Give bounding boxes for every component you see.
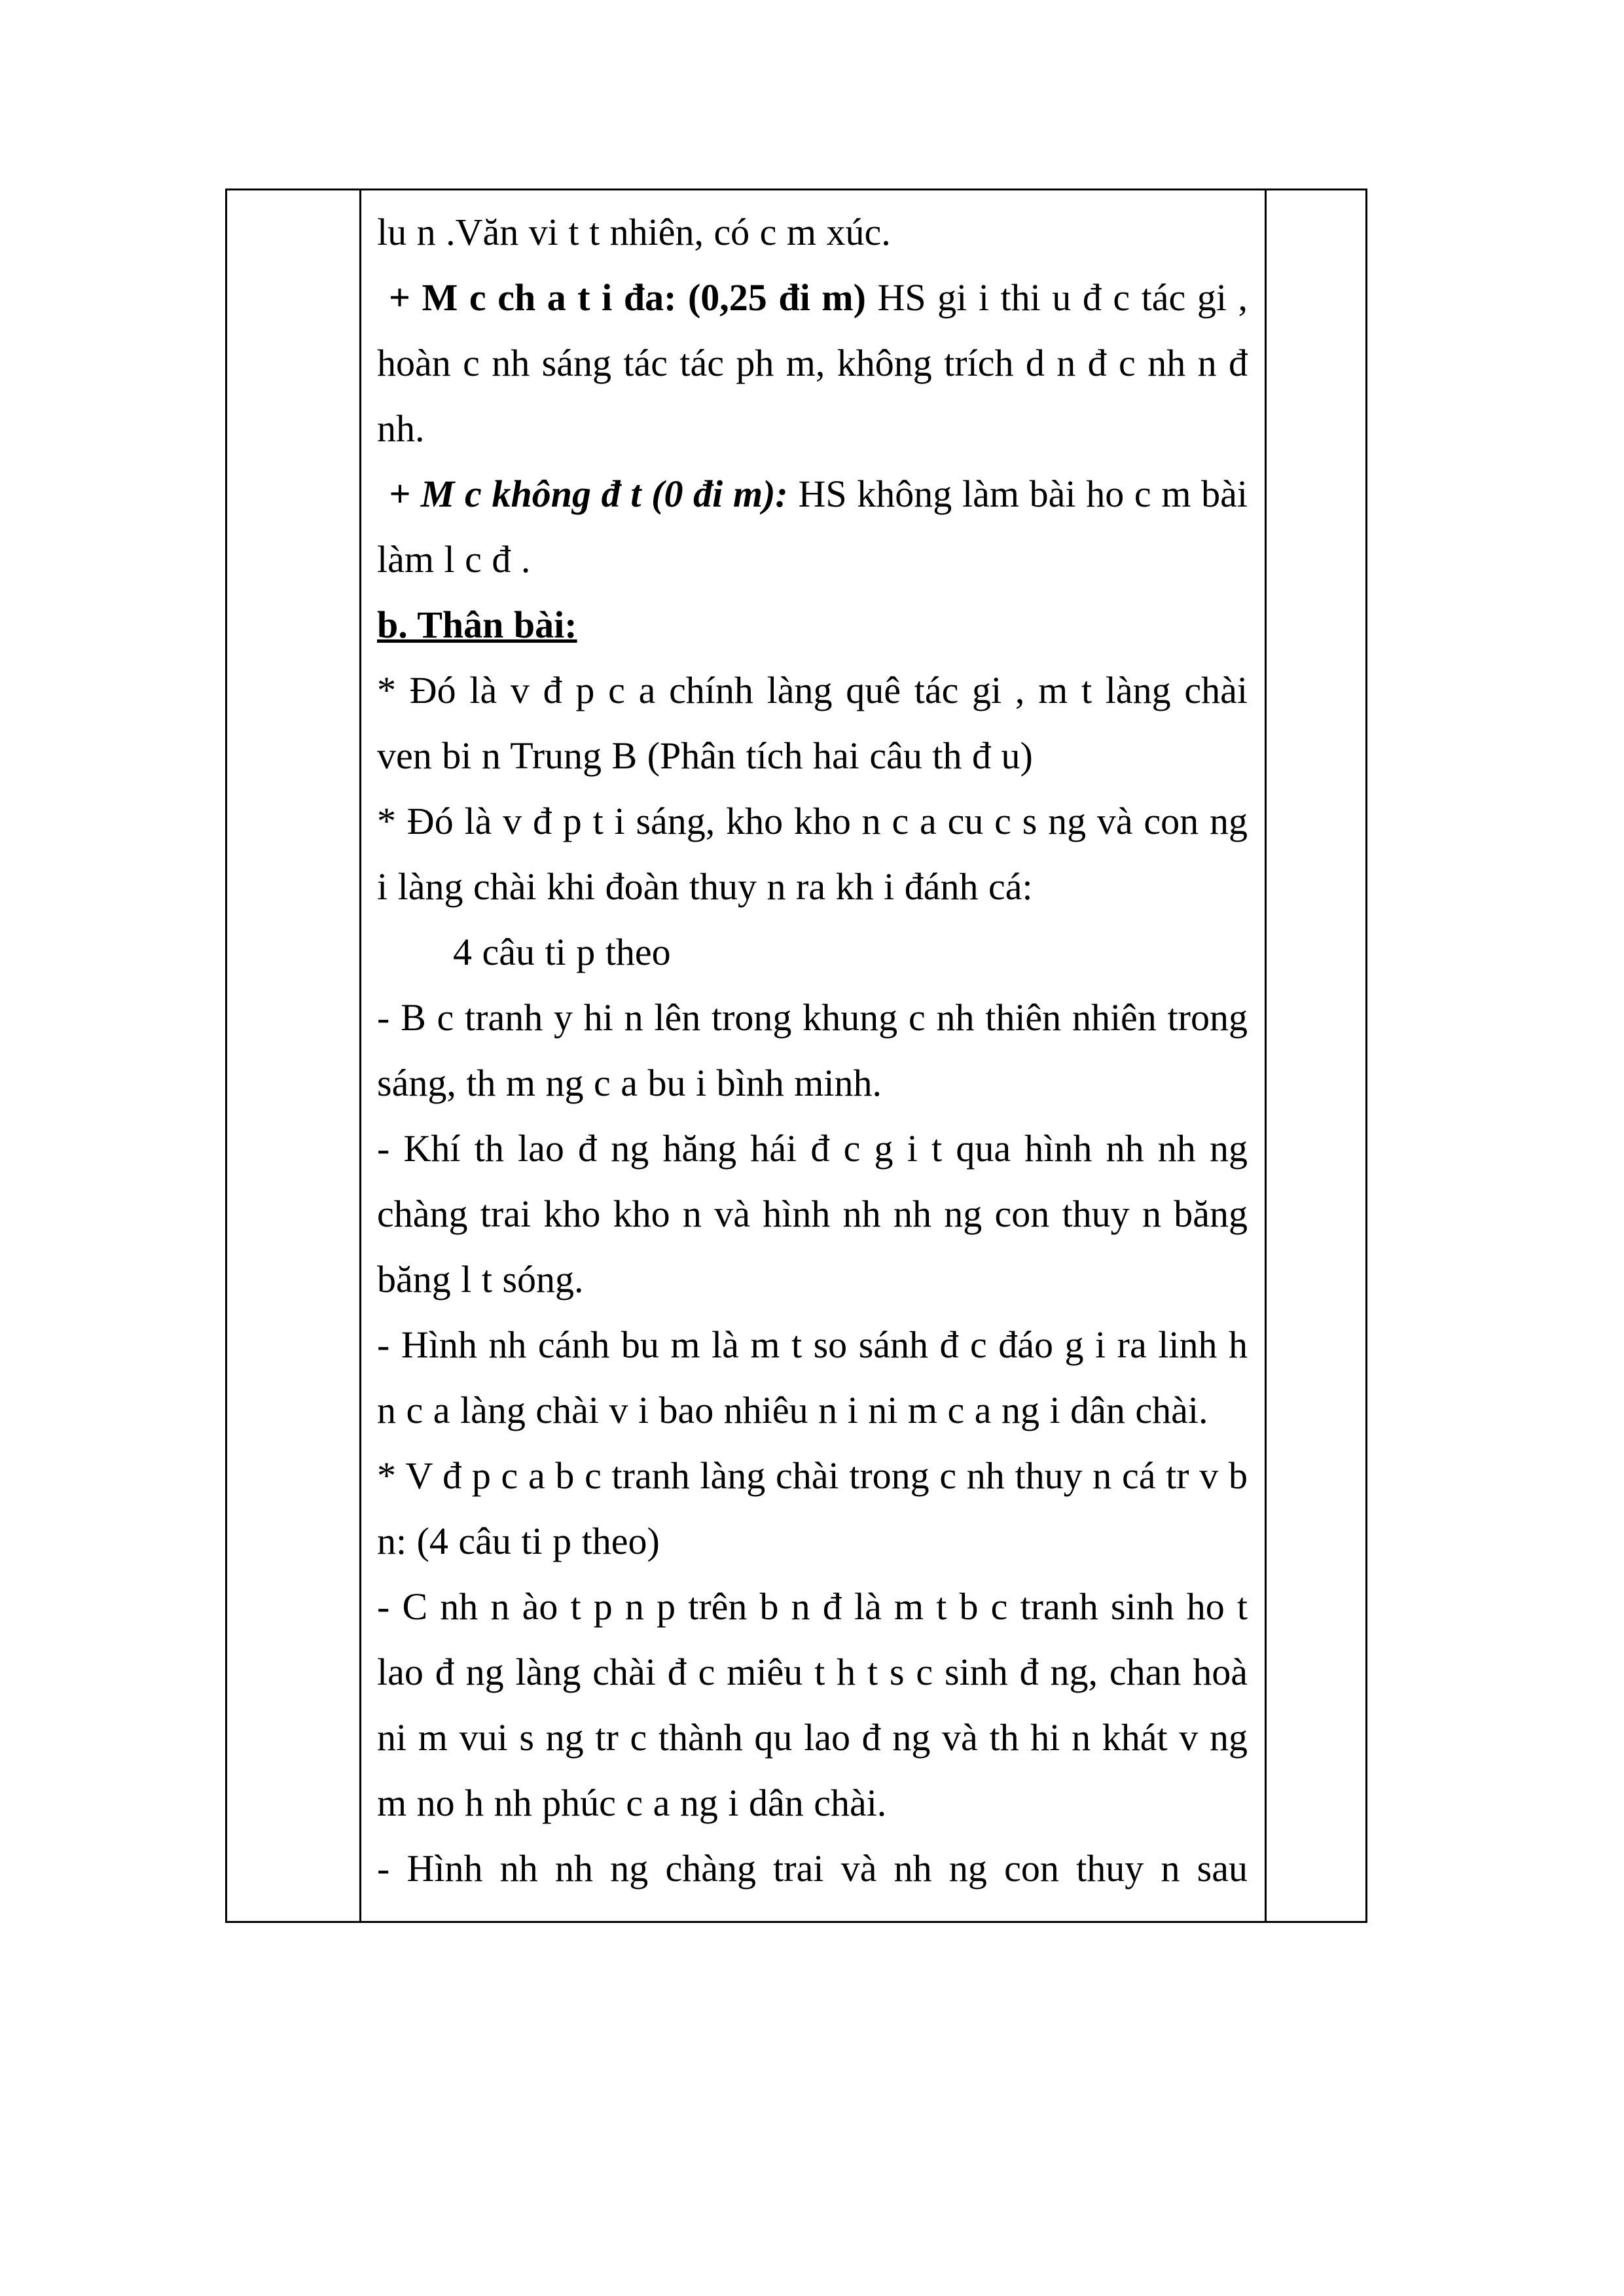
paragraph-muc-chua-toi-da — [377, 265, 1248, 461]
paragraph-muc-khong-dat — [377, 461, 1248, 592]
text-segment: HS gi i thi u đ c tác gi , hoàn c nh sáng tác tác ph m, không trích d n đ c nh n đ nh. — [377, 276, 1248, 450]
paragraph-than-bai-heading — [377, 592, 1248, 658]
paragraph-canh-on-ao — [377, 1574, 1248, 1836]
text-segment-bold-underline: b. Thân bài: — [377, 603, 577, 646]
text-segment: * V đ p c a b c tranh làng chài trong c nh thuy n cá tr v b n: (4 câu ti p theo) — [377, 1454, 1248, 1562]
text-segment: * Đó là v đ p t i sáng, kho kho n c a cu c s ng và con ng i làng chài khi đoàn thuy n ra kh i đánh cá: — [377, 800, 1248, 908]
text-segment: 4 câu ti p theo — [453, 931, 671, 973]
right-column-cell — [1267, 190, 1365, 1921]
text-segment-bold-italic: + M c không đ t (0 đi m): — [389, 473, 799, 515]
text-segment: - Hình nh cánh bu m là m t so sánh đ c đáo g i ra linh h n c a làng chài v i bao nhiêu n i ni m c a ng i dân chài. — [377, 1323, 1248, 1431]
paragraph-hinh-anh-chang-trai — [377, 1836, 1248, 1901]
text-segment: * Đó là v đ p c a chính làng quê tác gi , m t làng chài ven bi n Trung B (Phân tích hai câu th đ u) — [377, 669, 1248, 777]
text-segment: - C nh n ào t p n p trên b n đ là m t b c tranh sinh ho t lao đ ng làng chài đ c miêu t h t s c sinh đ ng, chan hoà ni m vui s ng tr c thành qu lao đ ng và th hi n khát v ng m no h nh phúc c a ng i dân chài. — [377, 1585, 1248, 1824]
text-segment: - B c tranh y hi n lên trong khung c nh thiên nhiên trong sáng, th m ng c a bu i bình minh. — [377, 996, 1248, 1104]
paragraph-ve-dep-buc-tranh-lang-chai — [377, 1443, 1248, 1574]
paragraph-buc-tranh — [377, 985, 1248, 1116]
text-segment: - Khí th lao đ ng hăng hái đ c g i t qua hình nh nh ng chàng trai kho kho n và hình nh nh ng con thuy n băng băng l t sóng. — [377, 1127, 1248, 1300]
text-segment: HS không làm bài ho c m bài làm l c đ . — [377, 473, 1248, 581]
main-text-cell — [361, 190, 1267, 1921]
paragraph-ve-dep-tuoi-sang — [377, 789, 1248, 920]
text-segment: - Hình nh nh ng chàng trai và nh ng con thuy n sau — [377, 1847, 1248, 1890]
content-table — [225, 188, 1367, 1923]
paragraph-conclusion-tail — [377, 200, 1248, 265]
paragraph-ve-dep-lang-que — [377, 658, 1248, 789]
paragraph-hinh-anh-canh-buom — [377, 1312, 1248, 1443]
paragraph-4-cau-tiep-theo — [377, 920, 1248, 985]
paragraph-khi-the-lao-dong — [377, 1116, 1248, 1312]
text-segment: lu n .Văn vi t t nhiên, có c m xúc. — [377, 211, 891, 253]
left-column-cell — [227, 190, 361, 1921]
text-segment-bold: + M c ch a t i đa: (0,25 đi m) — [389, 276, 878, 319]
